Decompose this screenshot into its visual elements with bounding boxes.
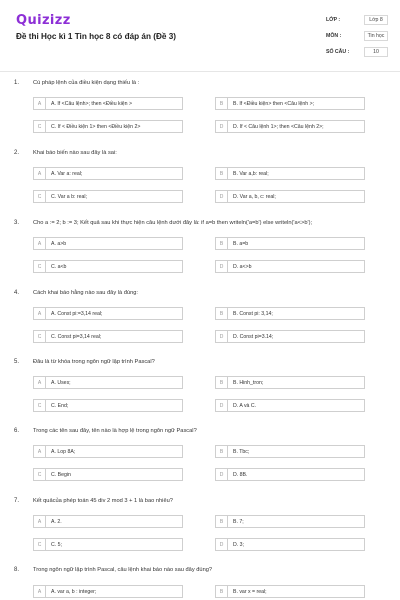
option-text: D. A và C.	[233, 403, 257, 409]
question-4	[0, 290, 400, 360]
question-number: 8.	[14, 567, 20, 573]
question-text: Trong ngôn ngữ lập trình Pascal, câu lệnh khai báo nào sau đây đúng?	[33, 567, 213, 573]
option-b[interactable]	[215, 585, 365, 598]
option-letter: C	[34, 400, 46, 412]
option-letter: B	[216, 446, 228, 458]
option-text: C. Var a b: real;	[51, 194, 87, 200]
option-letter: D	[216, 539, 228, 551]
meta-question-count	[326, 45, 388, 58]
question-6	[0, 428, 400, 498]
option-b[interactable]	[215, 307, 365, 320]
option-letter: A	[34, 238, 46, 250]
question-number: 2.	[14, 150, 20, 156]
option-letter: C	[34, 191, 46, 203]
question-number: 3.	[14, 220, 20, 226]
option-text: D. 8B.	[233, 472, 248, 478]
option-a[interactable]	[33, 445, 183, 458]
option-text: B. Tbc;	[233, 449, 250, 455]
question-1	[0, 80, 400, 150]
option-c[interactable]	[33, 190, 183, 203]
option-text: C. Const pi=3,14 real;	[51, 334, 102, 340]
option-text: A. Uses;	[51, 380, 71, 386]
option-letter: C	[34, 121, 46, 133]
option-letter: D	[216, 469, 228, 481]
option-text: B. Var a,b: real;	[233, 171, 269, 177]
option-text: D. Var a, b, c: real;	[233, 194, 276, 200]
meta-class-value: Lớp 8	[364, 15, 388, 25]
option-c[interactable]	[33, 399, 183, 412]
option-b[interactable]	[215, 97, 365, 110]
question-number: 4.	[14, 290, 20, 296]
option-text: C. End;	[51, 403, 69, 409]
option-text: B. Const pi: 3,14;	[233, 311, 273, 317]
question-number: 1.	[14, 80, 20, 86]
option-b[interactable]	[215, 515, 365, 528]
option-letter: B	[216, 168, 228, 180]
option-text: C. If < Điều kiện 1> then <Điều kiện 2>	[51, 124, 141, 130]
meta-question-count-label: SỐ CÂU :	[326, 49, 350, 55]
option-c[interactable]	[33, 260, 183, 273]
option-letter: D	[216, 261, 228, 273]
option-c[interactable]	[33, 538, 183, 551]
option-letter: B	[216, 377, 228, 389]
question-text: Cú pháp lệnh của điều kiện dạng thiếu là :	[33, 80, 140, 86]
option-d[interactable]	[215, 190, 365, 203]
option-b[interactable]	[215, 376, 365, 389]
meta-subject-value: Tin học	[364, 31, 388, 41]
option-d[interactable]	[215, 330, 365, 343]
option-c[interactable]	[33, 330, 183, 343]
option-text: A. var a, b : integer;	[51, 589, 97, 595]
option-c[interactable]	[33, 120, 183, 133]
option-letter: C	[34, 539, 46, 551]
option-letter: A	[34, 98, 46, 110]
option-text: D. If < Câu lệnh 1>; then <Câu lệnh 2>;	[233, 124, 324, 130]
option-b[interactable]	[215, 167, 365, 180]
question-text: Trong các tên sau đây, tên nào là hợp lệ trong ngôn ngữ Pascal?	[33, 428, 197, 434]
option-text: B. a=b	[233, 241, 249, 247]
meta-subject-label: MÔN :	[326, 33, 342, 39]
option-letter: D	[216, 331, 228, 343]
question-number: 6.	[14, 428, 20, 434]
option-letter: D	[216, 121, 228, 133]
question-text: Cách khai báo hằng nào sau đây là đúng:	[33, 290, 138, 296]
option-letter: C	[34, 469, 46, 481]
option-letter: C	[34, 261, 46, 273]
option-text: A. Const pi:=3,14 real;	[51, 311, 103, 317]
option-text: B. 7;	[233, 519, 244, 525]
question-number: 5.	[14, 359, 20, 365]
option-d[interactable]	[215, 399, 365, 412]
question-text: Cho a := 2; b := 3; Kết quả sau khi thực hiện câu lệnh dưới đây là: if a=b then writeln('a=b') else writeln('a<>b');	[33, 220, 313, 226]
question-8	[0, 567, 400, 600]
option-letter: A	[34, 586, 46, 598]
meta-question-count-value: 10	[364, 47, 388, 57]
option-text: A. Lop 8A;	[51, 449, 76, 455]
question-number: 7.	[14, 498, 20, 504]
option-a[interactable]	[33, 237, 183, 250]
option-letter: A	[34, 446, 46, 458]
option-a[interactable]	[33, 307, 183, 320]
option-letter: A	[34, 516, 46, 528]
option-d[interactable]	[215, 538, 365, 551]
option-b[interactable]	[215, 237, 365, 250]
question-text: Kết quảcủa phép toán 45 div 2 mod 3 + 1 là bao nhiêu?	[33, 498, 173, 504]
option-text: B. Hinh_tron;	[233, 380, 264, 386]
worksheet-title: Đề thi Học kì 1 Tin học 8 có đáp án (Đề 3)	[16, 32, 176, 41]
option-text: B. var x = real;	[233, 589, 267, 595]
option-letter: B	[216, 238, 228, 250]
option-a[interactable]	[33, 585, 183, 598]
question-text: Đâu là từ khóa trong ngôn ngữ lập trình Pascal?	[33, 359, 155, 365]
option-d[interactable]	[215, 260, 365, 273]
option-a[interactable]	[33, 376, 183, 389]
meta-class	[326, 13, 388, 26]
header-divider	[0, 71, 400, 72]
question-7	[0, 498, 400, 568]
meta-class-label: LỚP :	[326, 17, 341, 23]
option-letter: B	[216, 586, 228, 598]
option-a[interactable]	[33, 97, 183, 110]
option-text: C. a<b	[51, 264, 67, 270]
option-b[interactable]	[215, 445, 365, 458]
worksheet-header	[0, 0, 400, 68]
option-text: A. Var a: real;	[51, 171, 83, 177]
option-letter: D	[216, 400, 228, 412]
option-c[interactable]	[33, 468, 183, 481]
option-letter: D	[216, 191, 228, 203]
option-letter: C	[34, 331, 46, 343]
option-text: C. Begin	[51, 472, 71, 478]
option-text: C. 5;	[51, 542, 62, 548]
option-text: B. If <Điều kiện> then <Câu lệnh >;	[233, 101, 315, 107]
quizizz-logo: Quizizz	[16, 13, 71, 28]
option-letter: B	[216, 516, 228, 528]
option-text: A. 2.	[51, 519, 62, 525]
meta-subject	[326, 29, 388, 42]
option-text: A. If <Câu lệnh>; then <Điều kiện >	[51, 101, 133, 107]
question-text: Khai báo biến nào sau đây là sai:	[33, 150, 117, 156]
option-text: D. Const pi=3.14;	[233, 334, 274, 340]
option-a[interactable]	[33, 515, 183, 528]
option-text: D. 3;	[233, 542, 244, 548]
option-a[interactable]	[33, 167, 183, 180]
option-d[interactable]	[215, 468, 365, 481]
option-letter: A	[34, 168, 46, 180]
option-d[interactable]	[215, 120, 365, 133]
question-2	[0, 150, 400, 220]
question-3	[0, 220, 400, 290]
option-text: D. a<>b	[233, 264, 252, 270]
option-letter: B	[216, 98, 228, 110]
question-5	[0, 359, 400, 429]
option-letter: B	[216, 308, 228, 320]
option-letter: A	[34, 308, 46, 320]
option-letter: A	[34, 377, 46, 389]
option-text: A. a>b	[51, 241, 67, 247]
